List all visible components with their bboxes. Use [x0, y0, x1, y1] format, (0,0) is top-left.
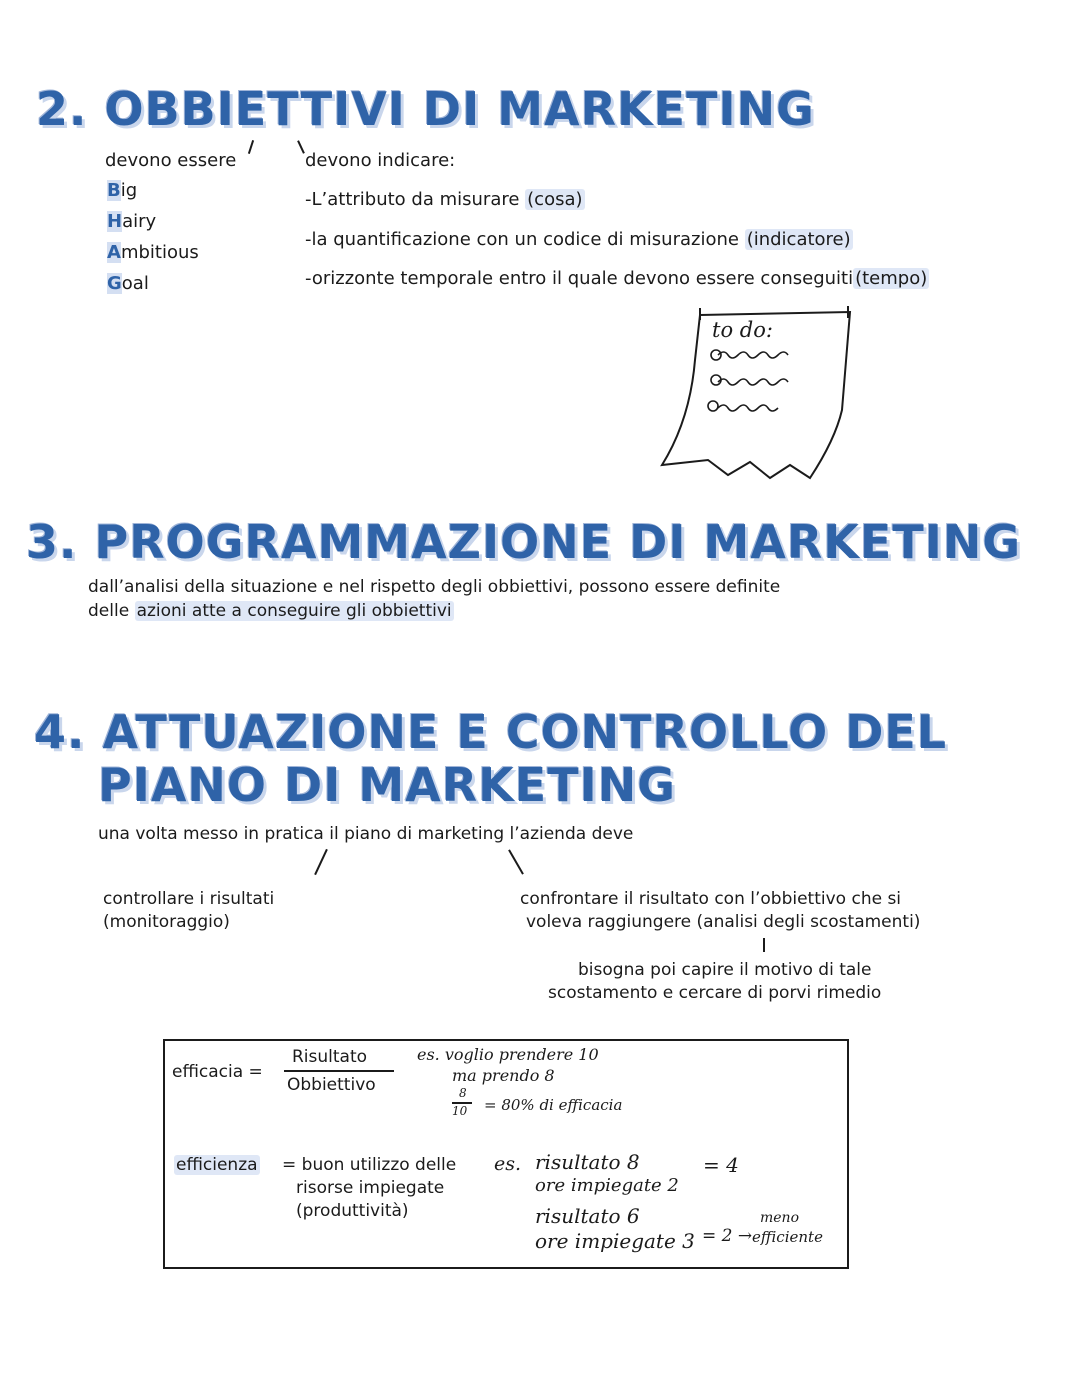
bhag-item: Goal — [107, 273, 149, 294]
es1-line-2: ma prendo 8 — [452, 1066, 555, 1085]
todo-title: to do: — [712, 318, 773, 342]
es1-den: 10 — [452, 1104, 468, 1118]
branch-line-right — [297, 140, 305, 154]
fraction-bar — [284, 1070, 394, 1072]
es2-line-3: risultato 6 — [535, 1204, 640, 1228]
bhag-item: Ambitious — [107, 242, 199, 263]
es2-eq-1: = 4 — [703, 1153, 739, 1177]
frac-numerator: Risultato — [292, 1047, 368, 1067]
es2-prefix: es. — [494, 1153, 522, 1175]
bisogna-line-2: scostamento e cercare di porvi rimedio — [548, 983, 882, 1003]
devono-essere-label: devono essere — [105, 150, 237, 171]
es2-line-2: ore impiegate 2 — [535, 1175, 679, 1196]
frac-denominator: Obbiettivo — [287, 1075, 376, 1095]
es1-result: = 80% di efficacia — [484, 1096, 623, 1114]
section-3-line-2: delle azioni atte a conseguire gli obbiettivi — [88, 601, 452, 621]
confrontare-line-1: confrontare il risultato con l’obbiettivo che si — [520, 889, 902, 909]
efficienza-label: efficienza — [176, 1155, 258, 1175]
efficacia-label: efficacia = — [172, 1062, 263, 1082]
es1-line-1: es. voglio prendere 10 — [417, 1045, 599, 1064]
indicator-item: -la quantificazione con un codice di misurazione (indicatore) — [305, 229, 851, 250]
branch-line-right — [508, 849, 524, 874]
branch-line-left — [248, 140, 254, 154]
es2-line-4: ore impiegate 3 — [535, 1229, 695, 1253]
efficienza-def-2: risorse impiegate — [296, 1178, 445, 1198]
es2-line-1: risultato 8 — [535, 1150, 640, 1174]
bisogna-line-1: bisogna poi capire il motivo di tale — [578, 960, 872, 980]
section-3-title: 3. PROGRAMMAZIONE DI MARKETING — [26, 515, 1022, 569]
controllare-line-2: (monitoraggio) — [103, 912, 230, 932]
section-2-title: 2. OBBIETTIVI DI MARKETING — [36, 82, 815, 136]
efficiente-label: efficiente — [752, 1228, 823, 1246]
bhag-item: Big — [107, 180, 138, 201]
efficienza-def-1: = buon utilizzo delle — [282, 1155, 457, 1175]
branch-line-left — [314, 849, 328, 875]
devono-indicare-label: devono indicare: — [305, 150, 456, 171]
indicator-item: -L’attributo da misurare (cosa) — [305, 189, 583, 210]
connector-line — [763, 938, 765, 952]
section-4-title-line-2: PIANO DI MARKETING — [98, 758, 676, 812]
indicator-item: -orizzonte temporale entro il quale devono essere conseguiti (tempo) — [305, 268, 928, 289]
confrontare-line-2: voleva raggiungere (analisi degli scostamenti) — [526, 912, 921, 932]
meno-label: meno — [760, 1210, 800, 1226]
controllare-line-1: controllare i risultati — [103, 889, 275, 909]
section-3-line-1: dall’analisi della situazione e nel rispetto degli obbiettivi, possono essere definite — [88, 577, 781, 597]
es1-num: 8 — [459, 1086, 467, 1100]
es2-eq-2: = 2 → — [702, 1226, 753, 1246]
efficienza-def-3: (produttività) — [296, 1201, 409, 1221]
section-4-intro: una volta messo in pratica il piano di marketing l’azienda deve — [98, 824, 634, 844]
bhag-list — [107, 180, 199, 304]
bhag-item: Hairy — [107, 211, 157, 232]
section-4-title-line-1: 4. ATTUAZIONE E CONTROLLO DEL — [34, 705, 948, 759]
